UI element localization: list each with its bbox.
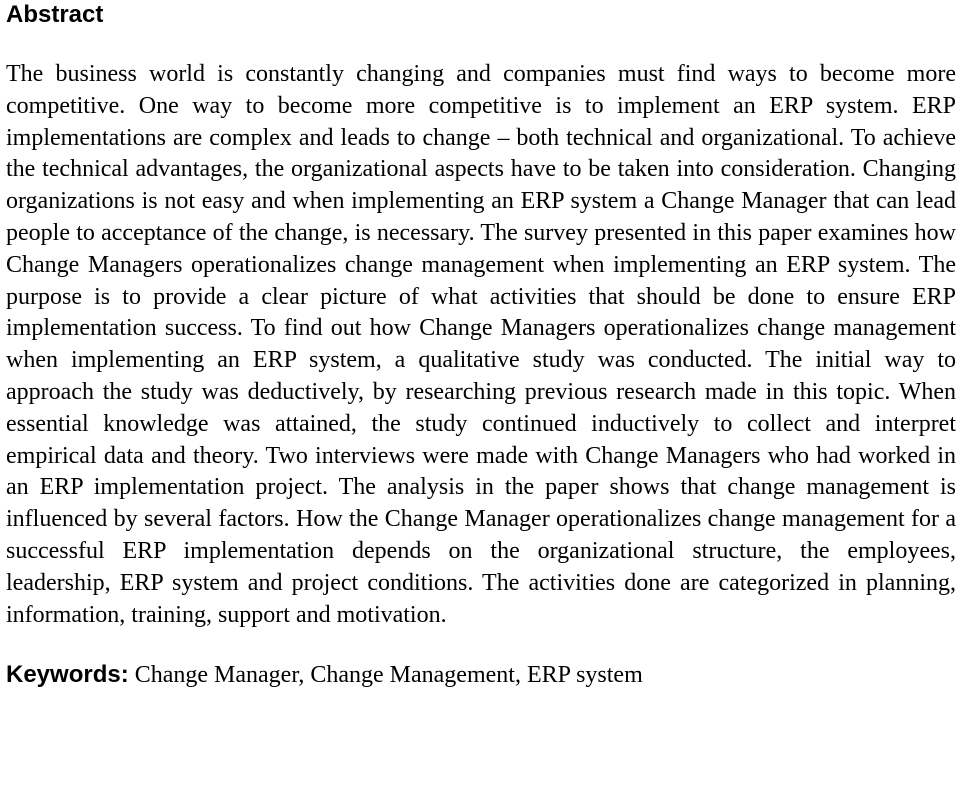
abstract-heading: Abstract (6, 1, 104, 28)
keywords-value: Change Manager, Change Management, ERP system (128, 662, 643, 689)
abstract-paragraph: The business world is constantly changing and companies must find ways to become more competitive. One way to become more competitive is to implement an ERP system. ERP implementations are complex and leads to change – both technical and organizational. To achieve the technical advantages, the organizational aspects have to be taken into consideration. Changing organizations is not easy and when implementing an ERP system a Change Manager that can lead people to acceptance of the change, is necessary. The survey presented in this paper examines how Change Managers operationalizes change management when implementing an ERP system. The purpose is to provide a clear picture of what activities that should be done to ensure ERP implementation success. To find out how Change Managers operationalizes change management when implementing an ERP system, a qualitative study was conducted. The initial way to approach the study was deductively, by researching previous research made in this topic. When essential knowledge was attained, the study continued inductively to collect and interpret empirical data and theory. Two interviews were made with Change Managers who had worked in an ERP implementation project. The analysis in the paper shows that change management is influenced by several factors. How the Change Manager operationalizes change management for a successful ERP implementation depends on the organizational structure, the employees, leadership, ERP system and project conditions. The activities done are categorized in planning, information, training, support and motivation. (6, 61, 956, 628)
keywords-label: Keywords: (6, 661, 129, 689)
document-page (6, 0, 956, 690)
keywords-line (6, 660, 956, 690)
